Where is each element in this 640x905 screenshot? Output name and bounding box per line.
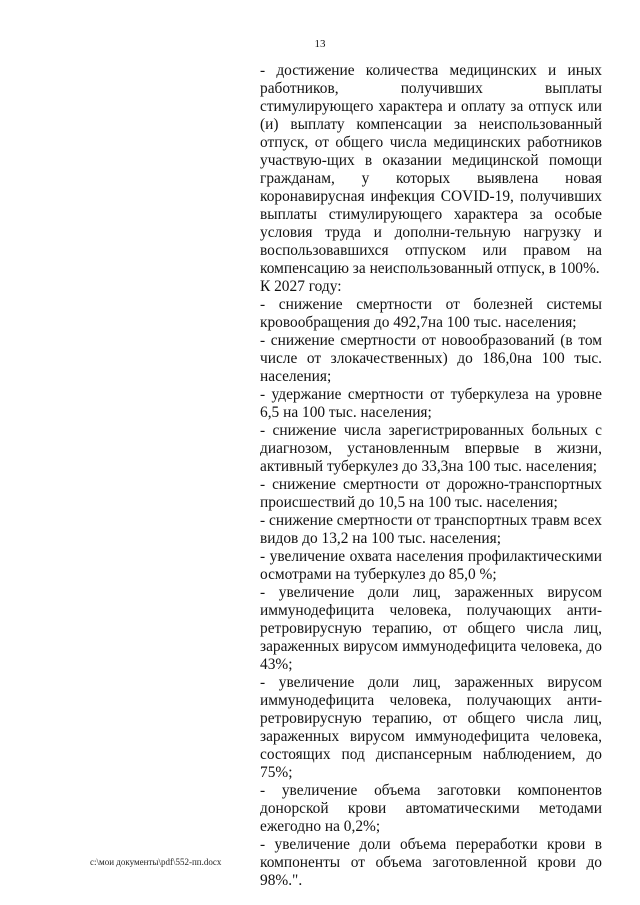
paragraph-covid-payments: - достижение количества медицинских и иных работников, получивших выплаты стимулирующего характера и оплату за отпуск или (и) выплату компенсации за неиспользованный отпуск, от общего числа медицинских работников участвую-щих в оказании медицинской помощи гражданам, у которых выявлена новая коронавирусная инфекция COVID-19, получивших выплаты стимулирующего характера за особые условия труда и дополни-тельную нагрузку и воспользовавшихся отпуском или правом на компенсацию за неиспользованный отпуск, в 100%. [260,62,602,277]
paragraph-neoplasm-mortality: - снижение смертности от новообразований (в том числе от злокачественных) до 186,0на 100 тыс. населения; [260,332,602,385]
paragraph-blood-processing: - увеличение доли объема переработки крови в компоненты от объема заготовленной крови до 98%.". [260,836,602,889]
paragraph-road-accident-mortality: - снижение смертности от дорожно-транспортных происшествий до 10,5 на 100 тыс. населения; [260,476,602,511]
page-number: 13 [314,38,326,50]
paragraph-tuberculosis-screening: - увеличение охвата населения профилактическими осмотрами на туберкулез до 85,0 %; [260,548,602,583]
paragraph-transport-injury-mortality: - снижение смертности от транспортных травм всех видов до 13,2 на 100 тыс. населения; [260,512,602,547]
paragraph-blood-collection: - увеличение объема заготовки компонентов донорской крови автоматическими методами ежегодно на 0,2%; [260,782,602,835]
document-body [260,62,602,890]
paragraph-2027-heading: К 2027 году: [260,278,342,295]
paragraph-hiv-therapy-total: - увеличение доли лиц, зараженных вирусом иммунодефицита человека, получающих анти-ретровирусную терапию, от общего числа лиц, зараженных вирусом иммунодефицита человека, до 43%; [260,584,602,673]
paragraph-tuberculosis-cases: - снижение числа зарегистрированных больных с диагнозом, установленным впервые в жизни, активный туберкулез до 33,3на 100 тыс. населения; [260,422,602,475]
footer-file-path: c:\мои документы\pdf\552-пп.docx [90,857,222,867]
paragraph-circulatory-mortality: - снижение смертности от болезней системы кровообращения до 492,7на 100 тыс. населения; [260,296,602,331]
paragraph-tuberculosis-mortality: - удержание смертности от туберкулеза на уровне 6,5 на 100 тыс. населения; [260,386,602,421]
paragraph-hiv-therapy-dispensary: - увеличение доли лиц, зараженных вирусом иммунодефицита человека, получающих анти-ретровирусную терапию, от общего числа лиц, зараженных вирусом иммунодефицита человека, состоящих под диспансерным наблюдением, до 75%; [260,674,602,781]
